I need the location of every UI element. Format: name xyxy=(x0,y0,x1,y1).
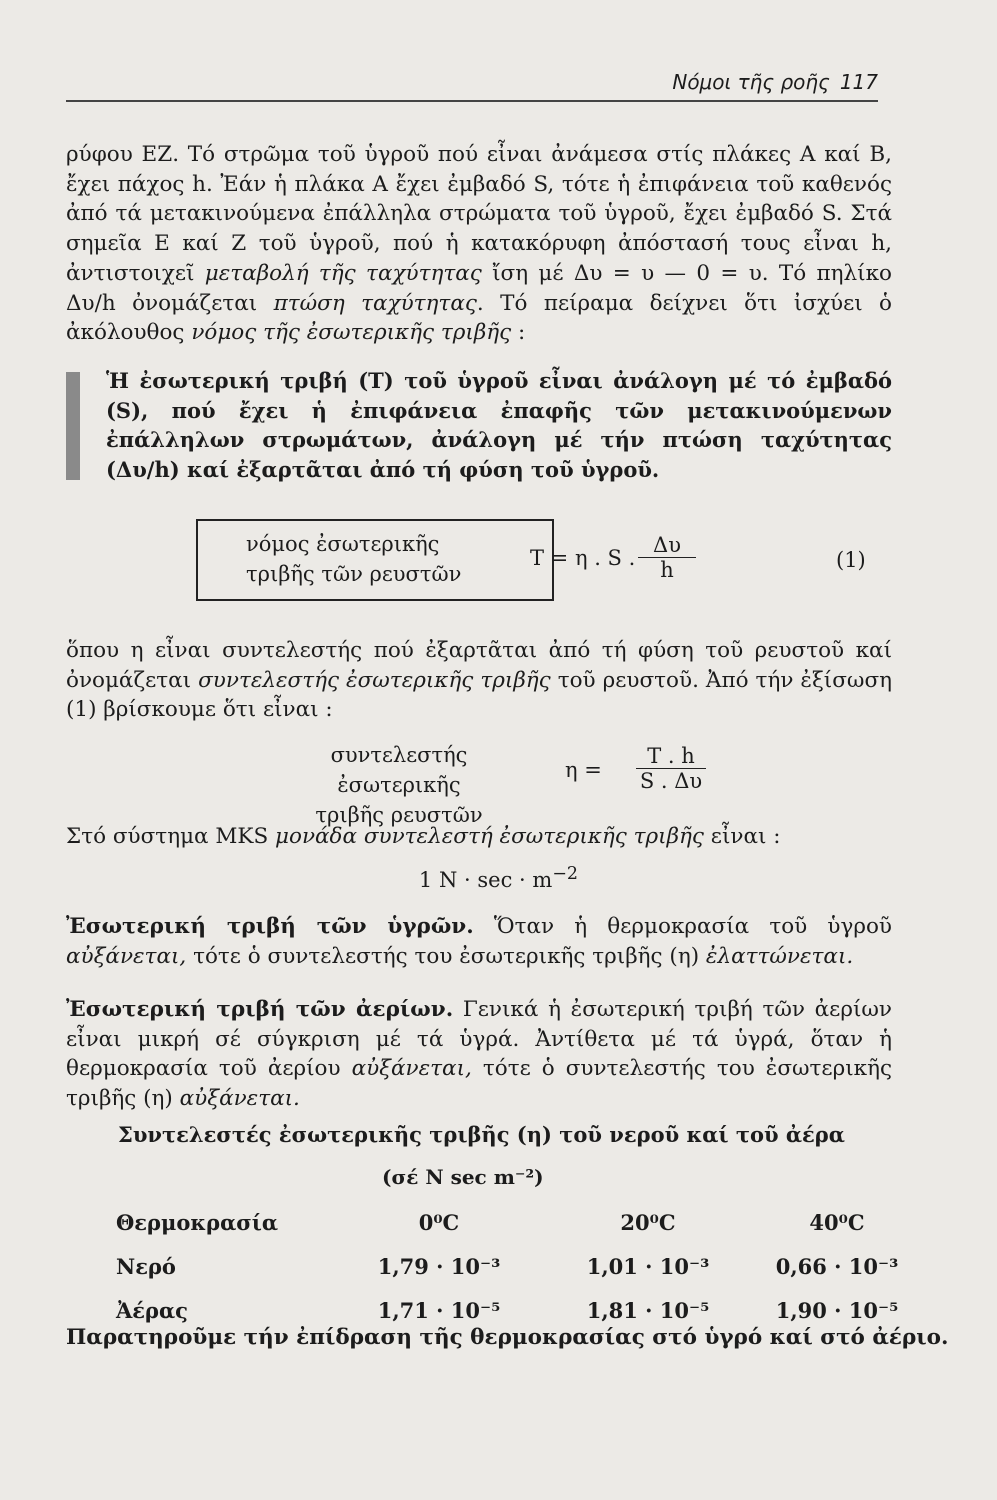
p3-text-a: Στό σύστημα MKS xyxy=(66,824,276,849)
paragraph-gases xyxy=(66,995,892,1114)
page-number: 117 xyxy=(839,70,878,94)
formula2-label-line2: τριβῆς ρευστῶν xyxy=(315,803,483,827)
term-velocity-gradient: πτώση ταχύτητας xyxy=(273,290,477,316)
table-cell: 1,81 · 10⁻⁵ xyxy=(586,1297,710,1323)
header-rule xyxy=(66,100,878,102)
formula1-fraction xyxy=(638,533,696,582)
header-cell: 20⁰C xyxy=(620,1209,676,1235)
p1-text-b: ἴση μέ Δυ = υ — 0 = υ. Τό πηλίκο Δυ/h ὀνομάζεται xyxy=(66,260,892,316)
viscosity-table xyxy=(116,1200,912,1332)
formula2-label-line1: συντελεστής ἐσωτερικῆς xyxy=(330,743,468,797)
header-cell: 0⁰C xyxy=(418,1209,460,1235)
p1-text-a: ρύφου ΕΖ. Τό στρῶμα τοῦ ὑγροῦ πού εἶναι ἀνάμεσα στίς πλάκες Α καί Β, ἔχει πάχος h. Ἐάν ἡ πλάκα Α ἔχει ἐμβαδό S, τότε ἡ ἐπιφάνεια τοῦ καθενός ἀπό τά μετακινούμενα ἐπάλληλα στρώματα τοῦ ὑγροῦ, ἔχει ἐμβαδό S. Στά σημεῖα Ε καί Ζ τοῦ ὑγροῦ, πού ἡ κατακόρυφη ἀπόστασή τους εἶναι h, ἀντιστοιχεῖ xyxy=(66,142,892,286)
header-cell: 40⁰C xyxy=(809,1209,865,1235)
header-title: Νόμοι τῆς ροῆς xyxy=(672,70,830,94)
table-cell: Νερό xyxy=(116,1253,176,1279)
header-cell: Θερμοκρασία xyxy=(116,1209,279,1235)
formula-label-box xyxy=(196,519,554,601)
p5-text-b: τότε ὁ συντελεστής του ἐσωτερικῆς τριβῆς (η) xyxy=(66,1056,892,1112)
table-cell: 1,79 · 10⁻³ xyxy=(377,1253,501,1279)
table-cell: 0,66 · 10⁻³ xyxy=(775,1253,899,1279)
formula1-denominator: h xyxy=(638,557,696,582)
equation-number: (1) xyxy=(836,548,866,572)
formula2-fraction xyxy=(636,744,706,793)
paragraph-coefficient xyxy=(66,636,892,725)
formula2-lhs: η = xyxy=(565,758,602,782)
table-header-row xyxy=(116,1200,912,1244)
p5-em-a: αὐξάνεται, xyxy=(351,1056,472,1082)
p3-text-b: εἶναι : xyxy=(703,824,781,849)
p5-em-b: αὐξάνεται. xyxy=(179,1086,300,1112)
formula1-numerator: Δυ xyxy=(653,533,681,557)
p4-text-b: τότε ὁ συντελεστής του ἐσωτερικῆς τριβῆς (η) xyxy=(186,943,706,969)
paragraph-liquids xyxy=(66,912,892,971)
paragraph-flow-definitions xyxy=(66,140,892,348)
table-cell: 1,71 · 10⁻⁵ xyxy=(377,1297,501,1323)
table-cell: Ἀέρας xyxy=(116,1297,188,1323)
law-margin-bar xyxy=(66,372,80,480)
p5-text-a: Γενικά ἡ ἐσωτερική τριβή τῶν ἀερίων εἶναι μικρή σέ σύγκριση μέ τά ὑγρά. Ἀντίθετα μέ τά ὑγρά, ὅταν ἡ θερμοκρασία τοῦ ἀερίου xyxy=(66,997,892,1082)
unit-formula xyxy=(0,864,997,892)
formula1-lhs: T = η . S . xyxy=(530,546,636,570)
table-title: Συντελεστές ἐσωτερικῆς τριβῆς (η) τοῦ νεροῦ καί τοῦ ἀέρα xyxy=(118,1122,845,1147)
table-row xyxy=(116,1244,912,1288)
formula1-label-line2: τριβῆς τῶν ρευστῶν xyxy=(246,562,462,586)
formula2-labels xyxy=(275,740,523,830)
table-units: (σέ N sec m⁻²) xyxy=(382,1165,544,1189)
table-cell: 1,90 · 10⁻⁵ xyxy=(775,1297,899,1323)
p4-em-a: αὐξάνεται, xyxy=(66,943,187,969)
p4-text-a: Ὅταν ἡ θερμοκρασία τοῦ ὑγροῦ xyxy=(473,914,892,939)
unit-exponent: −2 xyxy=(552,864,579,884)
unit-base: 1 N · sec · m xyxy=(418,868,553,892)
term-unit: μονάδα συντελεστή ἐσωτερικῆς τριβῆς xyxy=(275,824,704,849)
table-cell: 1,01 · 10⁻³ xyxy=(586,1253,710,1279)
paragraph-unit xyxy=(66,822,892,852)
p1-text-d: : xyxy=(511,320,526,346)
formula2-numerator: T . h xyxy=(647,744,695,768)
term-velocity-change: μεταβολή τῆς ταχύτητας xyxy=(204,260,482,286)
formula1-label-line1: νόμος ἐσωτερικῆς xyxy=(246,532,440,556)
term-coefficient: συντελεστής ἐσωτερικῆς τριβῆς xyxy=(198,667,551,693)
term-law-internal-friction: νόμος τῆς ἐσωτερικῆς τριβῆς xyxy=(191,320,512,346)
running-header xyxy=(66,70,878,94)
closing-sentence: Παρατηροῦμε τήν ἐπίδραση τῆς θερμοκρασίας στό ὑγρό καί στό ἀέριο. xyxy=(66,1325,949,1350)
p2-text-b: τοῦ ρευστοῦ. Ἀπό τήν ἐξίσωση (1) βρίσκουμε ὅτι εἶναι : xyxy=(66,667,892,723)
p1-text-c: . Τό πείραμα δείχνει ὅτι ἰσχύει ὁ ἀκόλουθος xyxy=(66,290,892,346)
p2-text-a: ὅπου η εἶναι συντελεστής πού ἐξαρτᾶται ἀπό τή φύση τοῦ ρευστοῦ καί ὀνομάζεται xyxy=(66,638,892,693)
gases-heading: Ἐσωτερική τριβή τῶν ἀερίων. xyxy=(66,997,454,1022)
liquids-heading: Ἐσωτερική τριβή τῶν ὑγρῶν. xyxy=(66,914,474,939)
law-statement: Ἡ ἐσωτερική τριβή (Τ) τοῦ ὑγροῦ εἶναι ἀνάλογη μέ τό ἐμβαδό (S), πού ἔχει ἡ ἐπιφάνεια ἐπαφῆς τῶν μετακινούμενων ἐπάλληλων στρωμάτων, ἀνάλογη μέ τήν πτώση ταχύτητας (Δυ/h) καί ἐξαρτᾶται ἀπό τή φύση τοῦ ὑγροῦ. xyxy=(106,368,892,482)
formula2-denominator: S . Δυ xyxy=(636,768,706,793)
p4-em-b: ἐλαττώνεται. xyxy=(705,943,854,969)
